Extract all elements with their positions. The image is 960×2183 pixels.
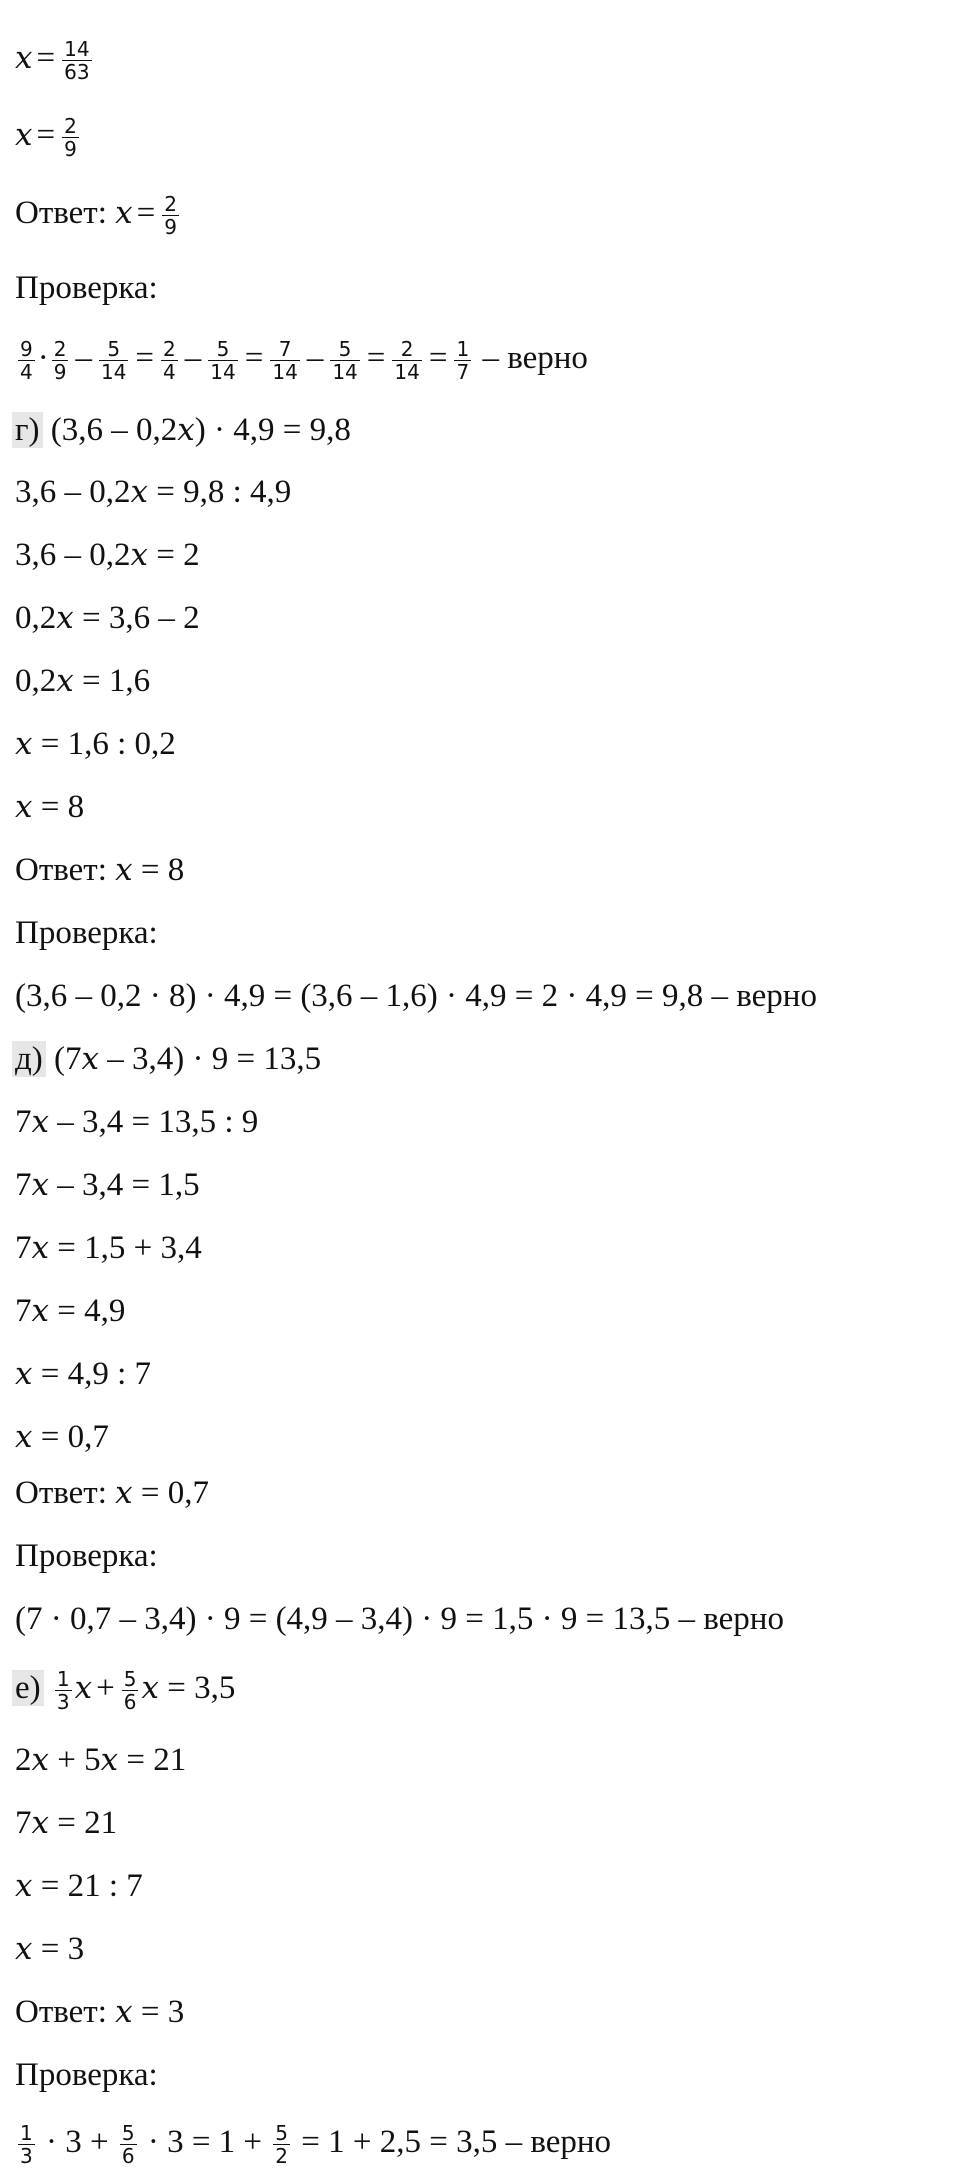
check-line: $\frac{1}{3}$ · 3 + $\frac{5}{6}$ · 3 = 1 + $\frac{5}{2}$ = 1 + 2,5 = 3,5 – верно	[20, 2121, 612, 2168]
check-label: Проверка:	[15, 915, 158, 951]
step-line: x = 8	[15, 789, 85, 825]
step-x-14-63: x = $\frac{14}{63}$	[15, 37, 90, 84]
part-label: е)	[12, 1670, 44, 1706]
step-line: x = 21 : 7	[15, 1868, 143, 1904]
step-line: 0,2x = 3,6 – 2	[15, 600, 200, 636]
step-line: 7x = 1,5 + 3,4	[15, 1230, 202, 1266]
check-label: Проверка:	[15, 1538, 158, 1574]
fraction: $\frac{2}{9}$	[64, 114, 77, 161]
fraction: $\frac{14}{63}$	[64, 37, 90, 84]
check-label: Проверка:	[15, 270, 158, 306]
step-line: 0,2x = 1,6	[15, 663, 151, 699]
variable: x	[15, 40, 33, 77]
answer-line: Ответ: x = $\frac{2}{9}$	[15, 192, 177, 239]
part-e-equation: е) $\frac{1}{3}$ x + $\frac{5}{6}$ x = 3,5	[15, 1668, 235, 1713]
step-line: 3,6 – 0,2x = 2	[15, 537, 200, 573]
part-d-equation: д) (7x – 3,4) · 9 = 13,5	[15, 1039, 321, 1079]
step-x-2-9: x = $\frac{2}{9}$	[15, 114, 77, 161]
step-line: x = 3	[15, 1931, 85, 1967]
step-line: 2x + 5x = 21	[15, 1742, 187, 1778]
step-line: x = 4,9 : 7	[15, 1356, 152, 1392]
check-label: Проверка:	[15, 2057, 158, 2093]
step-line: x = 0,7	[15, 1419, 109, 1455]
step-line: 7x = 4,9	[15, 1293, 126, 1329]
step-line: x = 1,6 : 0,2	[15, 726, 176, 762]
part-label: г)	[12, 412, 43, 448]
check-line: (3,6 – 0,2 · 8) · 4,9 = (3,6 – 1,6) · 4,9 = 2 · 4,9 = 9,8 – верно	[15, 978, 817, 1014]
check-line: $\frac{9}{4}$ · $\frac{2}{9}$ – $\frac{5}{14}$ = $\frac{2}{4}$ – $\frac{5}{14}$ = $\frac{7}{14}$ – $\frac{5}{14}$ = $\frac{2}{14}$ = $\frac{1}{7}$ – верно	[20, 337, 588, 384]
step-line: 7x – 3,4 = 1,5	[15, 1167, 200, 1203]
part-label: д)	[12, 1041, 46, 1077]
answer-line: Ответ: x = 8	[15, 852, 185, 888]
check-line: (7 · 0,7 – 3,4) · 9 = (4,9 – 3,4) · 9 = 1,5 · 9 = 13,5 – верно	[15, 1601, 784, 1637]
step-line: 3,6 – 0,2x = 9,8 : 4,9	[15, 474, 292, 510]
fraction: $\frac{2}{9}$	[164, 192, 177, 239]
step-line: 7x – 3,4 = 13,5 : 9	[15, 1104, 259, 1140]
part-g-equation: г) (3,6 – 0,2x) · 4,9 = 9,8	[15, 410, 351, 450]
step-line: 7x = 21	[15, 1805, 118, 1841]
answer-line: Ответ: x = 0,7	[15, 1475, 209, 1511]
answer-line: Ответ: x = 3	[15, 1994, 185, 2030]
